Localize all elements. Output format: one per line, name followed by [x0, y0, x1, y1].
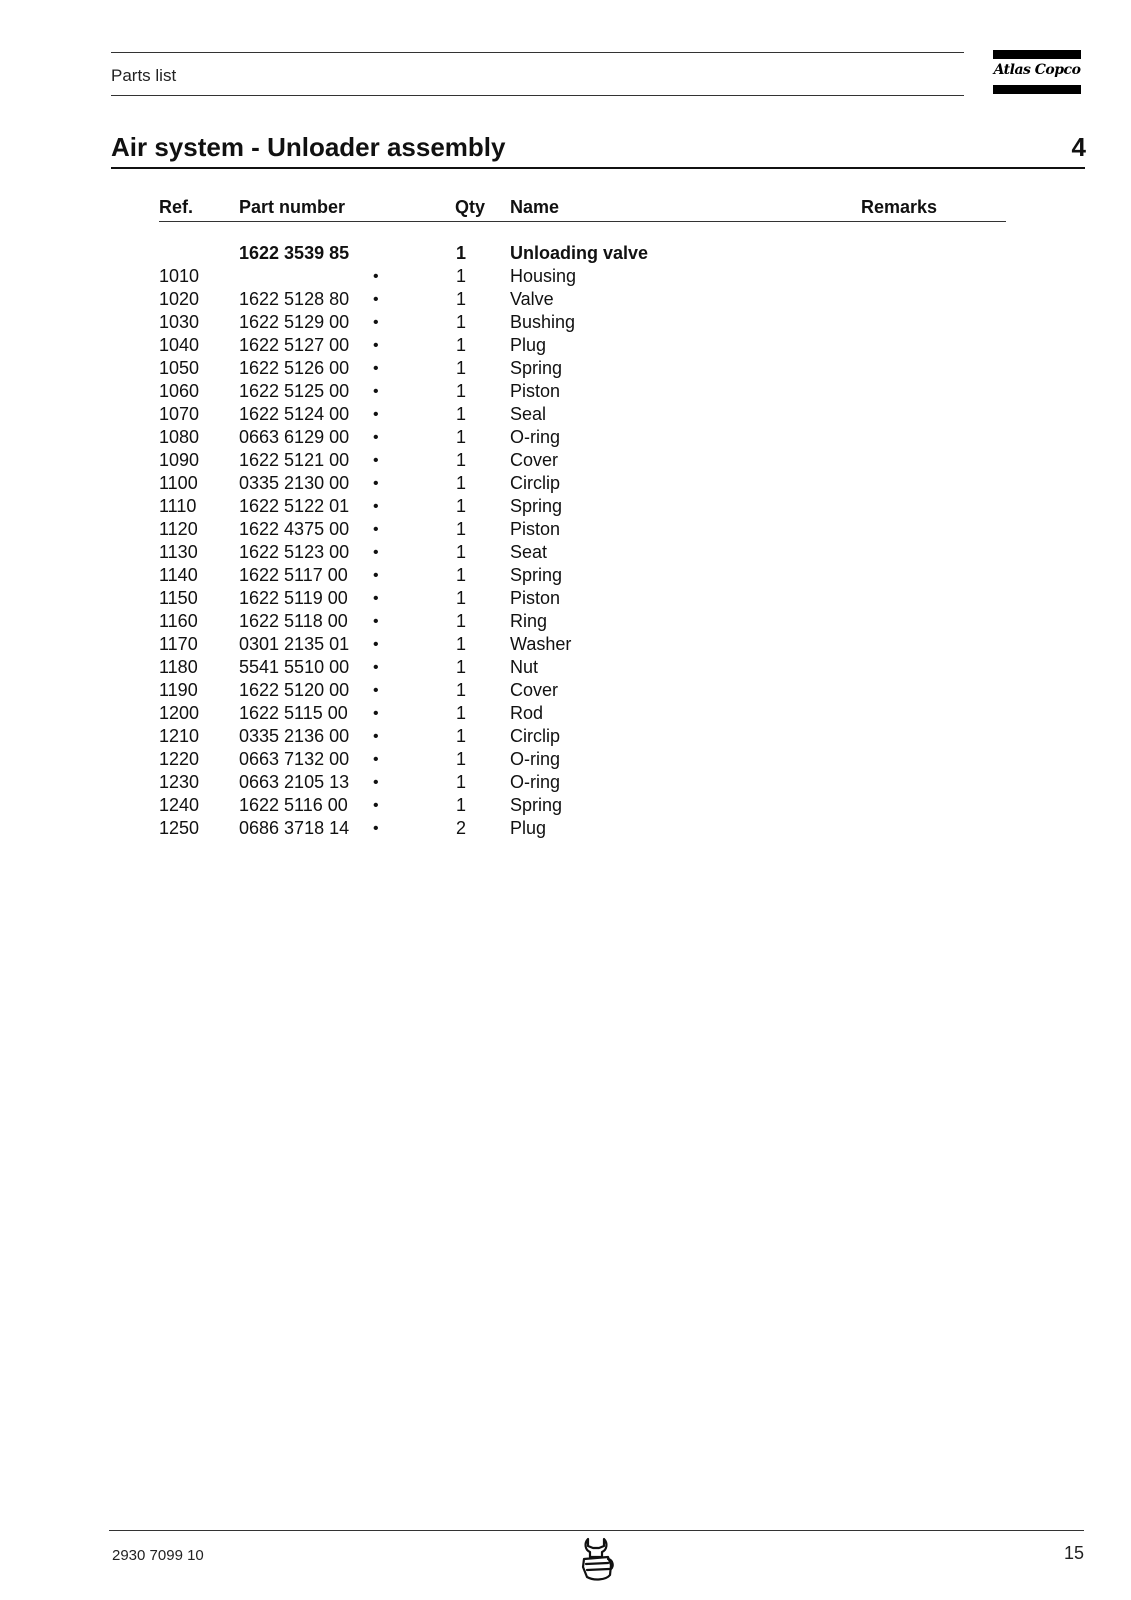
row-part-number: 1622 3539 85: [239, 243, 350, 263]
row-bullet: •: [373, 406, 379, 423]
row-part-number: 1622 5119 00: [239, 588, 348, 608]
row-ref: 1020: [159, 289, 200, 309]
row-ref: 1110: [159, 496, 197, 516]
row-name: Piston: [510, 381, 561, 401]
table-row: [0, 679, 1131, 702]
row-ref: 1030: [159, 312, 200, 332]
row-bullet: •: [373, 682, 379, 699]
header-top-rule: [111, 52, 964, 53]
column-header-part-number: Part number: [239, 197, 346, 217]
table-row: [0, 587, 1131, 610]
row-ref: 1150: [159, 588, 198, 608]
document-number: 2930 7099 10: [112, 1547, 204, 1564]
row-qty: 1: [455, 611, 466, 631]
table-row: [0, 610, 1131, 633]
brand-logo: [993, 50, 1081, 94]
table-row: [0, 771, 1131, 794]
row-name: O-ring: [510, 749, 561, 769]
row-bullet: •: [373, 590, 379, 607]
column-header-name: Name: [510, 197, 560, 217]
row-name: Plug: [510, 818, 547, 838]
row-part-number: 1622 5125 00: [239, 381, 350, 401]
row-qty: 1: [455, 634, 466, 654]
row-bullet: •: [373, 567, 379, 584]
row-ref: 1160: [159, 611, 198, 631]
table-row: [0, 817, 1131, 840]
row-qty: 1: [455, 381, 466, 401]
parts-table: [0, 242, 1131, 840]
row-qty: 1: [455, 795, 466, 815]
row-name: Cover: [510, 680, 559, 700]
row-part-number: 1622 5123 00: [239, 542, 350, 562]
row-ref: 1140: [159, 565, 198, 585]
row-ref: 1080: [159, 427, 200, 447]
row-ref: 1130: [159, 542, 198, 562]
row-name: O-ring: [510, 772, 561, 792]
row-ref: 1200: [159, 703, 200, 723]
row-qty: 1: [455, 427, 466, 447]
row-name: Washer: [510, 634, 572, 654]
row-part-number: 1622 5120 00: [239, 680, 350, 700]
row-bullet: •: [373, 774, 379, 791]
logo-text: Atlas Copco: [993, 62, 1081, 78]
row-qty: 1: [455, 266, 466, 286]
row-part-number: 0301 2135 01: [239, 634, 350, 654]
row-ref: 1070: [159, 404, 200, 424]
row-part-number: 1622 5128 80: [239, 289, 350, 309]
column-header-ref: Ref.: [159, 197, 194, 217]
row-part-number: 1622 5129 00: [239, 312, 350, 332]
row-qty: 1: [455, 243, 466, 263]
row-part-number: 1622 5117 00: [239, 565, 348, 585]
row-bullet: •: [373, 636, 379, 653]
row-qty: 1: [455, 588, 466, 608]
row-ref: 1250: [159, 818, 200, 838]
row-name: Ring: [510, 611, 548, 631]
row-ref: 1220: [159, 749, 200, 769]
row-bullet: •: [373, 659, 379, 676]
header-label: Parts list: [111, 66, 177, 85]
table-row: [0, 702, 1131, 725]
table-row: [0, 472, 1131, 495]
row-part-number: 1622 5115 00: [239, 703, 348, 723]
table-row: [0, 334, 1131, 357]
logo-top-bar: [993, 50, 1081, 59]
header-bottom-rule: [111, 95, 964, 96]
row-ref: 1180: [159, 657, 198, 677]
row-name: Plug: [510, 335, 547, 355]
row-bullet: •: [373, 383, 379, 400]
page-title: Air system - Unloader assembly: [111, 132, 506, 162]
table-row: [0, 518, 1131, 541]
row-qty: 1: [455, 496, 466, 516]
row-part-number: 1622 4375 00: [239, 519, 350, 539]
table-row: [0, 242, 1131, 265]
row-name: Unloading valve: [510, 243, 649, 263]
row-part-number: 0335 2130 00: [239, 473, 350, 493]
row-name: Nut: [510, 657, 539, 677]
row-qty: 1: [455, 565, 466, 585]
row-name: Circlip: [510, 726, 561, 746]
row-qty: 1: [455, 680, 466, 700]
row-part-number: 0663 2105 13: [239, 772, 350, 792]
row-part-number: 0335 2136 00: [239, 726, 350, 746]
table-row: [0, 564, 1131, 587]
row-part-number: 1622 5116 00: [239, 795, 348, 815]
row-part-number: 0686 3718 14: [239, 818, 350, 838]
table-row: [0, 265, 1131, 288]
row-ref: 1210: [159, 726, 200, 746]
row-part-number: 1622 5121 00: [239, 450, 350, 470]
row-ref: 1090: [159, 450, 200, 470]
row-name: O-ring: [510, 427, 561, 447]
row-qty: 2: [455, 818, 466, 838]
row-bullet: •: [373, 498, 379, 515]
table-row: [0, 449, 1131, 472]
row-name: Seal: [510, 404, 547, 424]
row-ref: 1060: [159, 381, 200, 401]
row-bullet: •: [373, 820, 379, 837]
row-qty: 1: [455, 450, 466, 470]
row-ref: 1190: [159, 680, 198, 700]
row-qty: 1: [455, 404, 466, 424]
table-row: [0, 426, 1131, 449]
row-qty: 1: [455, 703, 466, 723]
row-part-number: 1622 5122 01: [239, 496, 350, 516]
row-name: Spring: [510, 496, 563, 516]
row-bullet: •: [373, 475, 379, 492]
row-bullet: •: [373, 268, 379, 285]
row-qty: 1: [455, 335, 466, 355]
row-name: Bushing: [510, 312, 576, 332]
row-bullet: •: [373, 429, 379, 446]
row-name: Spring: [510, 795, 563, 815]
row-qty: 1: [455, 772, 466, 792]
row-bullet: •: [373, 521, 379, 538]
table-row: [0, 748, 1131, 771]
row-part-number: 0663 6129 00: [239, 427, 350, 447]
table-row: [0, 380, 1131, 403]
row-ref: 1230: [159, 772, 200, 792]
row-bullet: •: [373, 613, 379, 630]
row-qty: 1: [455, 657, 466, 677]
row-qty: 1: [455, 749, 466, 769]
row-name: Seat: [510, 542, 548, 562]
column-header-qty: Qty: [455, 197, 486, 217]
row-qty: 1: [455, 519, 466, 539]
row-bullet: •: [373, 291, 379, 308]
row-part-number: 5541 5510 00: [239, 657, 350, 677]
row-name: Circlip: [510, 473, 561, 493]
column-header-remarks: Remarks: [861, 197, 938, 217]
title-rule: [111, 167, 1085, 169]
row-bullet: •: [373, 797, 379, 814]
row-qty: 1: [455, 726, 466, 746]
row-part-number: 0663 7132 00: [239, 749, 350, 769]
row-ref: 1240: [159, 795, 200, 815]
row-name: Spring: [510, 358, 563, 378]
row-ref: 1170: [159, 634, 198, 654]
row-ref: 1040: [159, 335, 200, 355]
row-bullet: •: [373, 452, 379, 469]
table-row: [0, 794, 1131, 817]
row-name: Valve: [510, 289, 554, 309]
table-row: [0, 725, 1131, 748]
logo-bottom-bar: [993, 85, 1081, 94]
table-row: [0, 403, 1131, 426]
row-part-number: 1622 5118 00: [239, 611, 348, 631]
row-bullet: •: [373, 705, 379, 722]
row-part-number: 1622 5124 00: [239, 404, 350, 424]
row-bullet: •: [373, 544, 379, 561]
row-name: Piston: [510, 519, 561, 539]
table-row: [0, 288, 1131, 311]
column-header-rule: [159, 221, 1006, 222]
table-row: [0, 541, 1131, 564]
page-number: 15: [1063, 1543, 1084, 1563]
row-qty: 1: [455, 473, 466, 493]
row-ref: 1100: [159, 473, 198, 493]
row-qty: 1: [455, 312, 466, 332]
row-qty: 1: [455, 542, 466, 562]
table-row: [0, 656, 1131, 679]
table-row: [0, 495, 1131, 518]
row-name: Spring: [510, 565, 563, 585]
row-bullet: •: [373, 728, 379, 745]
row-part-number: 1622 5126 00: [239, 358, 350, 378]
row-ref: 1010: [159, 266, 200, 286]
table-row: [0, 633, 1131, 656]
row-part-number: 1622 5127 00: [239, 335, 350, 355]
row-ref: 1050: [159, 358, 200, 378]
row-bullet: •: [373, 337, 379, 354]
row-name: Rod: [510, 703, 544, 723]
section-number: 4: [1071, 132, 1086, 162]
row-qty: 1: [455, 358, 466, 378]
row-bullet: •: [373, 751, 379, 768]
row-bullet: •: [373, 360, 379, 377]
row-ref: 1120: [159, 519, 198, 539]
table-row: [0, 311, 1131, 334]
row-qty: 1: [455, 289, 466, 309]
table-row: [0, 357, 1131, 380]
mechanic-icon: [578, 1535, 618, 1583]
row-bullet: •: [373, 314, 379, 331]
row-name: Housing: [510, 266, 577, 286]
row-name: Piston: [510, 588, 561, 608]
footer-rule: [109, 1530, 1084, 1531]
row-name: Cover: [510, 450, 559, 470]
